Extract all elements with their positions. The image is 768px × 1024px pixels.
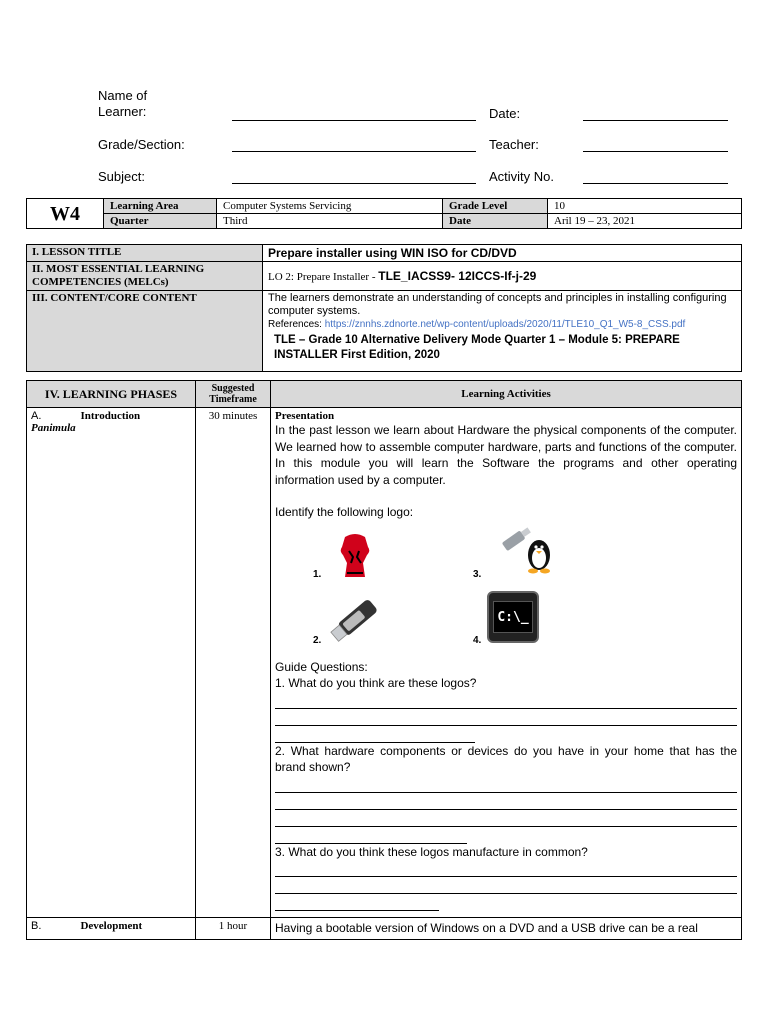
grade-level-value: 10: [548, 199, 742, 214]
week-label: W4: [27, 199, 104, 229]
content-label: III. CONTENT/CORE CONTENT: [27, 291, 263, 372]
intro-sub: Panimula: [31, 422, 76, 434]
content-text: The learners demonstrate an understanding of concepts and principles in installing configuring computer systems.: [268, 292, 727, 317]
teacher-field[interactable]: [583, 151, 728, 152]
teacher-label: Teacher:: [489, 137, 539, 152]
col-phase: IV. LEARNING PHASES: [27, 381, 196, 408]
grade-level-label: Grade Level: [443, 199, 548, 214]
references-link[interactable]: https://znnhs.zdnorte.net/wp-content/uploads/2020/11/TLE10_Q1_W5-8_CSS.pdf: [324, 319, 686, 330]
lesson-title: Prepare installer using WIN ISO for CD/DVD: [263, 245, 742, 262]
date-info-value: Aril 19 – 23, 2021: [548, 214, 742, 229]
module-text: TLE – Grade 10 Alternative Delivery Mode Quarter 1 – Module 5: PREPARE INSTALLER First Edition, 2020: [274, 334, 680, 361]
answer-line-1c[interactable]: [275, 726, 475, 743]
info-table: [26, 198, 742, 229]
answer-line-1b[interactable]: [275, 709, 737, 726]
col-activities: Learning Activities: [271, 381, 742, 408]
dev-name: Development: [80, 920, 143, 932]
phases-table: [26, 380, 742, 940]
intro-time: 30 minutes: [196, 408, 271, 918]
melcs-label: II. MOST ESSENTIAL LEARNING COMPETENCIES (MELCs): [27, 262, 263, 291]
answer-line-3c[interactable]: [275, 894, 439, 911]
answer-line-2a[interactable]: [275, 776, 737, 793]
logos-area: [275, 521, 737, 651]
identify-text: Identify the following logo:: [275, 505, 414, 519]
quarter-value: Third: [217, 214, 443, 229]
name-label: Name of Learner:: [98, 88, 148, 119]
name-field[interactable]: [232, 120, 476, 121]
learning-area-value: Computer Systems Servicing: [217, 199, 443, 214]
dev-time: 1 hour: [196, 918, 271, 940]
logo-num-1: 1.: [313, 568, 322, 580]
kingston-logo-icon: [335, 533, 375, 579]
activity-label: Activity No.: [489, 169, 555, 184]
answer-line-2c[interactable]: [275, 810, 737, 827]
cmd-logo-icon: [487, 591, 539, 643]
grade-section-field[interactable]: [232, 151, 476, 152]
subject-field[interactable]: [232, 183, 476, 184]
references-label: References:: [268, 319, 325, 330]
presentation-text: In the past lesson we learn about Hardware the physical components of the computer. We learned how to assemble computer hardware, parts and functions of the computer. In this module you will learn the Software the programs and other operating information used by a computer.: [275, 423, 737, 487]
quarter-label: Quarter: [104, 214, 217, 229]
learning-area-label: Learning Area: [104, 199, 217, 214]
usb-drive-icon: [329, 591, 389, 647]
cmd-text: C:\_: [493, 601, 533, 633]
penguin-usb-logo-icon: [501, 527, 557, 577]
question-2: 2. What hardware components or devices do you have in your home that has the brand shown?: [275, 743, 737, 774]
col-time: Suggested Timeframe: [196, 381, 271, 408]
date-field[interactable]: [583, 120, 728, 121]
dev-text: Having a bootable version of Windows on a DVD and a USB drive can be a real: [271, 918, 742, 940]
grade-section-label: Grade/Section:: [98, 137, 185, 152]
melcs-code: TLE_IACSS9- 12ICCS-If-j-29: [378, 269, 537, 283]
lesson-table: [26, 244, 742, 372]
lesson-title-label: I. LESSON TITLE: [27, 245, 263, 262]
presentation-label: Presentation: [275, 410, 335, 422]
guide-label: Guide Questions:: [275, 659, 368, 674]
answer-line-3a[interactable]: [275, 860, 737, 877]
question-3: 3. What do you think these logos manufacture in common?: [275, 844, 588, 859]
logo-num-4: 4.: [473, 634, 482, 646]
date-info-label: Date: [443, 214, 548, 229]
answer-line-1a[interactable]: [275, 692, 737, 709]
date-label: Date:: [489, 106, 521, 121]
intro-name: Introduction: [80, 410, 141, 422]
question-1: 1. What do you think are these logos?: [275, 676, 477, 690]
answer-line-3b[interactable]: [275, 877, 737, 894]
dev-letter: B.: [31, 920, 42, 932]
intro-letter: A.: [31, 410, 42, 422]
logo-num-3: 3.: [473, 568, 482, 580]
activity-field[interactable]: [583, 183, 728, 184]
melcs-prefix: LO 2: Prepare Installer -: [268, 271, 379, 283]
subject-label: Subject:: [98, 169, 145, 184]
logo-num-2: 2.: [313, 634, 322, 646]
answer-line-2b[interactable]: [275, 793, 737, 810]
answer-line-2d[interactable]: [275, 827, 467, 844]
